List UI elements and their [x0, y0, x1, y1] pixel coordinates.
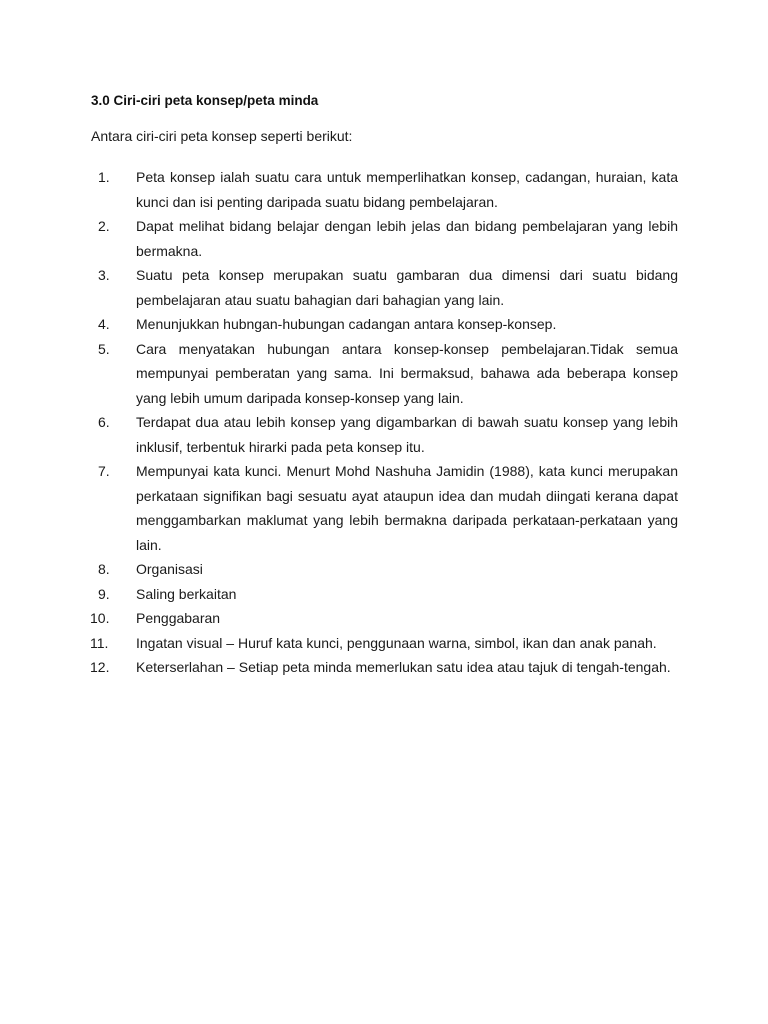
list-item-number: 11.	[90, 634, 109, 651]
list-item-number: 12.	[90, 659, 110, 675]
list-item-number: 3.	[98, 267, 110, 283]
list-item-number: 8.	[98, 561, 110, 577]
list-item-text: Suatu peta konsep merupakan suatu gambaran dua dimensi dari suatu bidang pembelajaran atau suatu bahagian dari bahagian yang lain.	[136, 267, 678, 308]
list-item-text: Cara menyatakan hubungan antara konsep-konsep pembelajaran.Tidak semua mempunyai pemberatan yang sama. Ini bermaksud, bahawa ada beberapa konsep yang lebih umum daripada konsep-konsep yang lain.	[136, 340, 678, 406]
list-item-number: 7.	[98, 463, 110, 479]
characteristics-list	[90, 165, 678, 680]
list-item-text: Dapat melihat bidang belajar dengan lebih jelas dan bidang pembelajaran yang lebih bermakna.	[136, 218, 678, 259]
list-item-number: 1.	[98, 169, 110, 185]
list-item	[98, 557, 678, 582]
list-item-text: Menunjukkan hubngan-hubungan cadangan antara konsep-konsep.	[136, 316, 557, 332]
list-item	[98, 410, 678, 459]
list-item-text: Saling berkaitan	[136, 585, 237, 602]
list-item-text: Mempunyai kata kunci. Menurt Mohd Nashuha Jamidin (1988), kata kunci merupakan perkataan signifikan bagi sesuatu ayat ataupun idea dan mudah diingati kerana dapat menggambarkan maklumat yang lebih bermakna daripada perkataan-perkataan yang lain.	[136, 463, 678, 553]
list-item-number: 5.	[98, 340, 110, 357]
list-item	[90, 631, 678, 656]
list-item	[98, 459, 678, 557]
list-item	[98, 263, 678, 312]
list-item-text: Keterserlahan – Setiap peta minda memerlukan satu idea atau tajuk di tengah-tengah.	[136, 659, 671, 675]
list-item	[90, 655, 678, 680]
list-item-text: Organisasi	[136, 561, 203, 577]
list-item-text: Penggabaran	[136, 610, 221, 626]
list-item-text: Terdapat dua atau lebih konsep yang digambarkan di bawah suatu konsep yang lebih inklusif, terbentuk hirarki pada peta konsep itu.	[136, 414, 678, 455]
list-item	[98, 165, 678, 214]
list-item-text: Peta konsep ialah suatu cara untuk memperlihatkan konsep, cadangan, huraian, kata kunci dan isi penting daripada suatu bidang pembelajaran.	[136, 169, 678, 210]
list-item-number: 6.	[98, 414, 110, 430]
list-item-number: 10.	[90, 610, 110, 626]
list-item	[90, 606, 678, 631]
list-item	[98, 337, 678, 411]
list-item	[98, 214, 678, 263]
list-item-number: 9.	[98, 585, 110, 602]
list-item	[98, 312, 678, 337]
section-heading: 3.0 Ciri-ciri peta konsep/peta minda	[91, 93, 319, 108]
intro-text: Antara ciri-ciri peta konsep seperti berikut:	[91, 128, 353, 144]
list-item-number: 2.	[98, 218, 110, 234]
list-item	[98, 582, 678, 607]
list-item-number: 4.	[98, 316, 110, 332]
list-item-text: Ingatan visual – Huruf kata kunci, penggunaan warna, simbol, ikan dan anak panah.	[136, 634, 657, 651]
